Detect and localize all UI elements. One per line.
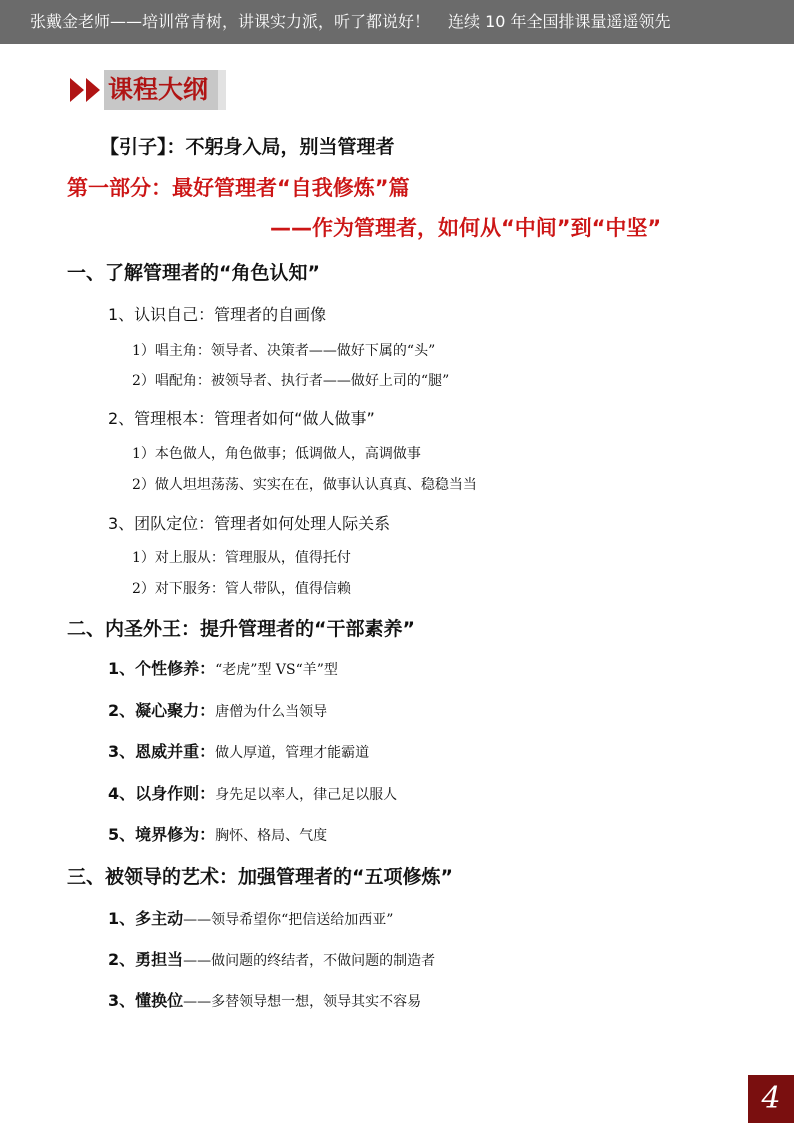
part-title: 第一部分：最好管理者“自我修炼”篇 — [67, 176, 410, 200]
s1-item-3-sub-2: 2）对下服务：管人带队，值得信赖 — [132, 581, 351, 597]
s2-item-1-key: 1、个性修养： — [108, 659, 216, 678]
part-subtitle: ——作为管理者，如何从“中间”到“中坚” — [270, 216, 662, 240]
section-title: 课程大纲 — [104, 70, 218, 110]
s1-item-1-sub-1: 1）唱主角：领导者、决策者——做好下属的“头” — [132, 343, 436, 359]
s2-item-5-desc: 胸怀、格局、气度 — [215, 828, 328, 844]
s2-item-3-desc: 做人厚道，管理才能霸道 — [215, 745, 370, 761]
s2-item-4-key: 4、以身作则： — [108, 784, 216, 803]
s3-item-3-desc: ——多替领导想一想，领导其实不容易 — [183, 994, 422, 1010]
double-arrow-icon — [70, 78, 104, 102]
s3-item-1 — [108, 906, 393, 929]
s1-item-2-sub-2: 2）做人坦坦荡荡、实实在在，做事认认真真、稳稳当当 — [132, 477, 477, 493]
s2-item-4 — [108, 781, 397, 804]
s3-item-3 — [108, 988, 421, 1011]
s3-item-1-desc: ——领导希望你“把信送给加西亚” — [183, 912, 394, 928]
s3-item-1-key: 1、多主动 — [108, 909, 184, 928]
s2-item-2-key: 2、凝心聚力： — [108, 701, 216, 720]
top-banner — [0, 0, 794, 44]
s2-item-5 — [108, 822, 327, 845]
s2-item-3-key: 3、恩威并重： — [108, 742, 216, 761]
banner-right-text: 连续 10 年全国排课量遥遥领先 — [448, 12, 671, 31]
s1-item-2-sub-1: 1）本色做人，角色做事；低调做人，高调做事 — [132, 446, 421, 462]
page-number: 4 — [748, 1075, 794, 1123]
s2-item-4-desc: 身先足以率人，律己足以服人 — [215, 787, 398, 803]
s2-item-2 — [108, 698, 327, 721]
s3-item-3-key: 3、懂换位 — [108, 991, 184, 1010]
s1-item-1: 1、认识自己：管理者的自画像 — [108, 305, 327, 324]
s2-item-1-desc: “老虎”型 VS“羊”型 — [215, 662, 338, 678]
intro-line: 【引子】：不躬身入局，别当管理者 — [100, 136, 395, 158]
s3-item-2 — [108, 947, 435, 970]
section-2-title: 二、内圣外王：提升管理者的“干部素养” — [67, 618, 415, 640]
s2-item-2-desc: 唐僧为什么当领导 — [215, 704, 328, 720]
section-3-title: 三、被领导的艺术：加强管理者的“五项修炼” — [67, 866, 453, 888]
section-1-title: 一、了解管理者的“角色认知” — [67, 262, 320, 284]
s1-item-3: 3、团队定位：管理者如何处理人际关系 — [108, 514, 391, 533]
s2-item-5-key: 5、境界修为： — [108, 825, 216, 844]
s2-item-1 — [108, 656, 338, 679]
s1-item-1-sub-2: 2）唱配角：被领导者、执行者——做好上司的“腿” — [132, 373, 450, 389]
s3-item-2-desc: ——做问题的终结者，不做问题的制造者 — [183, 953, 436, 969]
banner-left-text: 张戴金老师——培训常青树，讲课实力派，听了都说好！ — [30, 12, 431, 31]
s1-item-2: 2、管理根本：管理者如何“做人做事” — [108, 409, 375, 428]
s3-item-2-key: 2、勇担当 — [108, 950, 184, 969]
s1-item-3-sub-1: 1）对上服从：管理服从，值得托付 — [132, 550, 351, 566]
s2-item-3 — [108, 739, 369, 762]
